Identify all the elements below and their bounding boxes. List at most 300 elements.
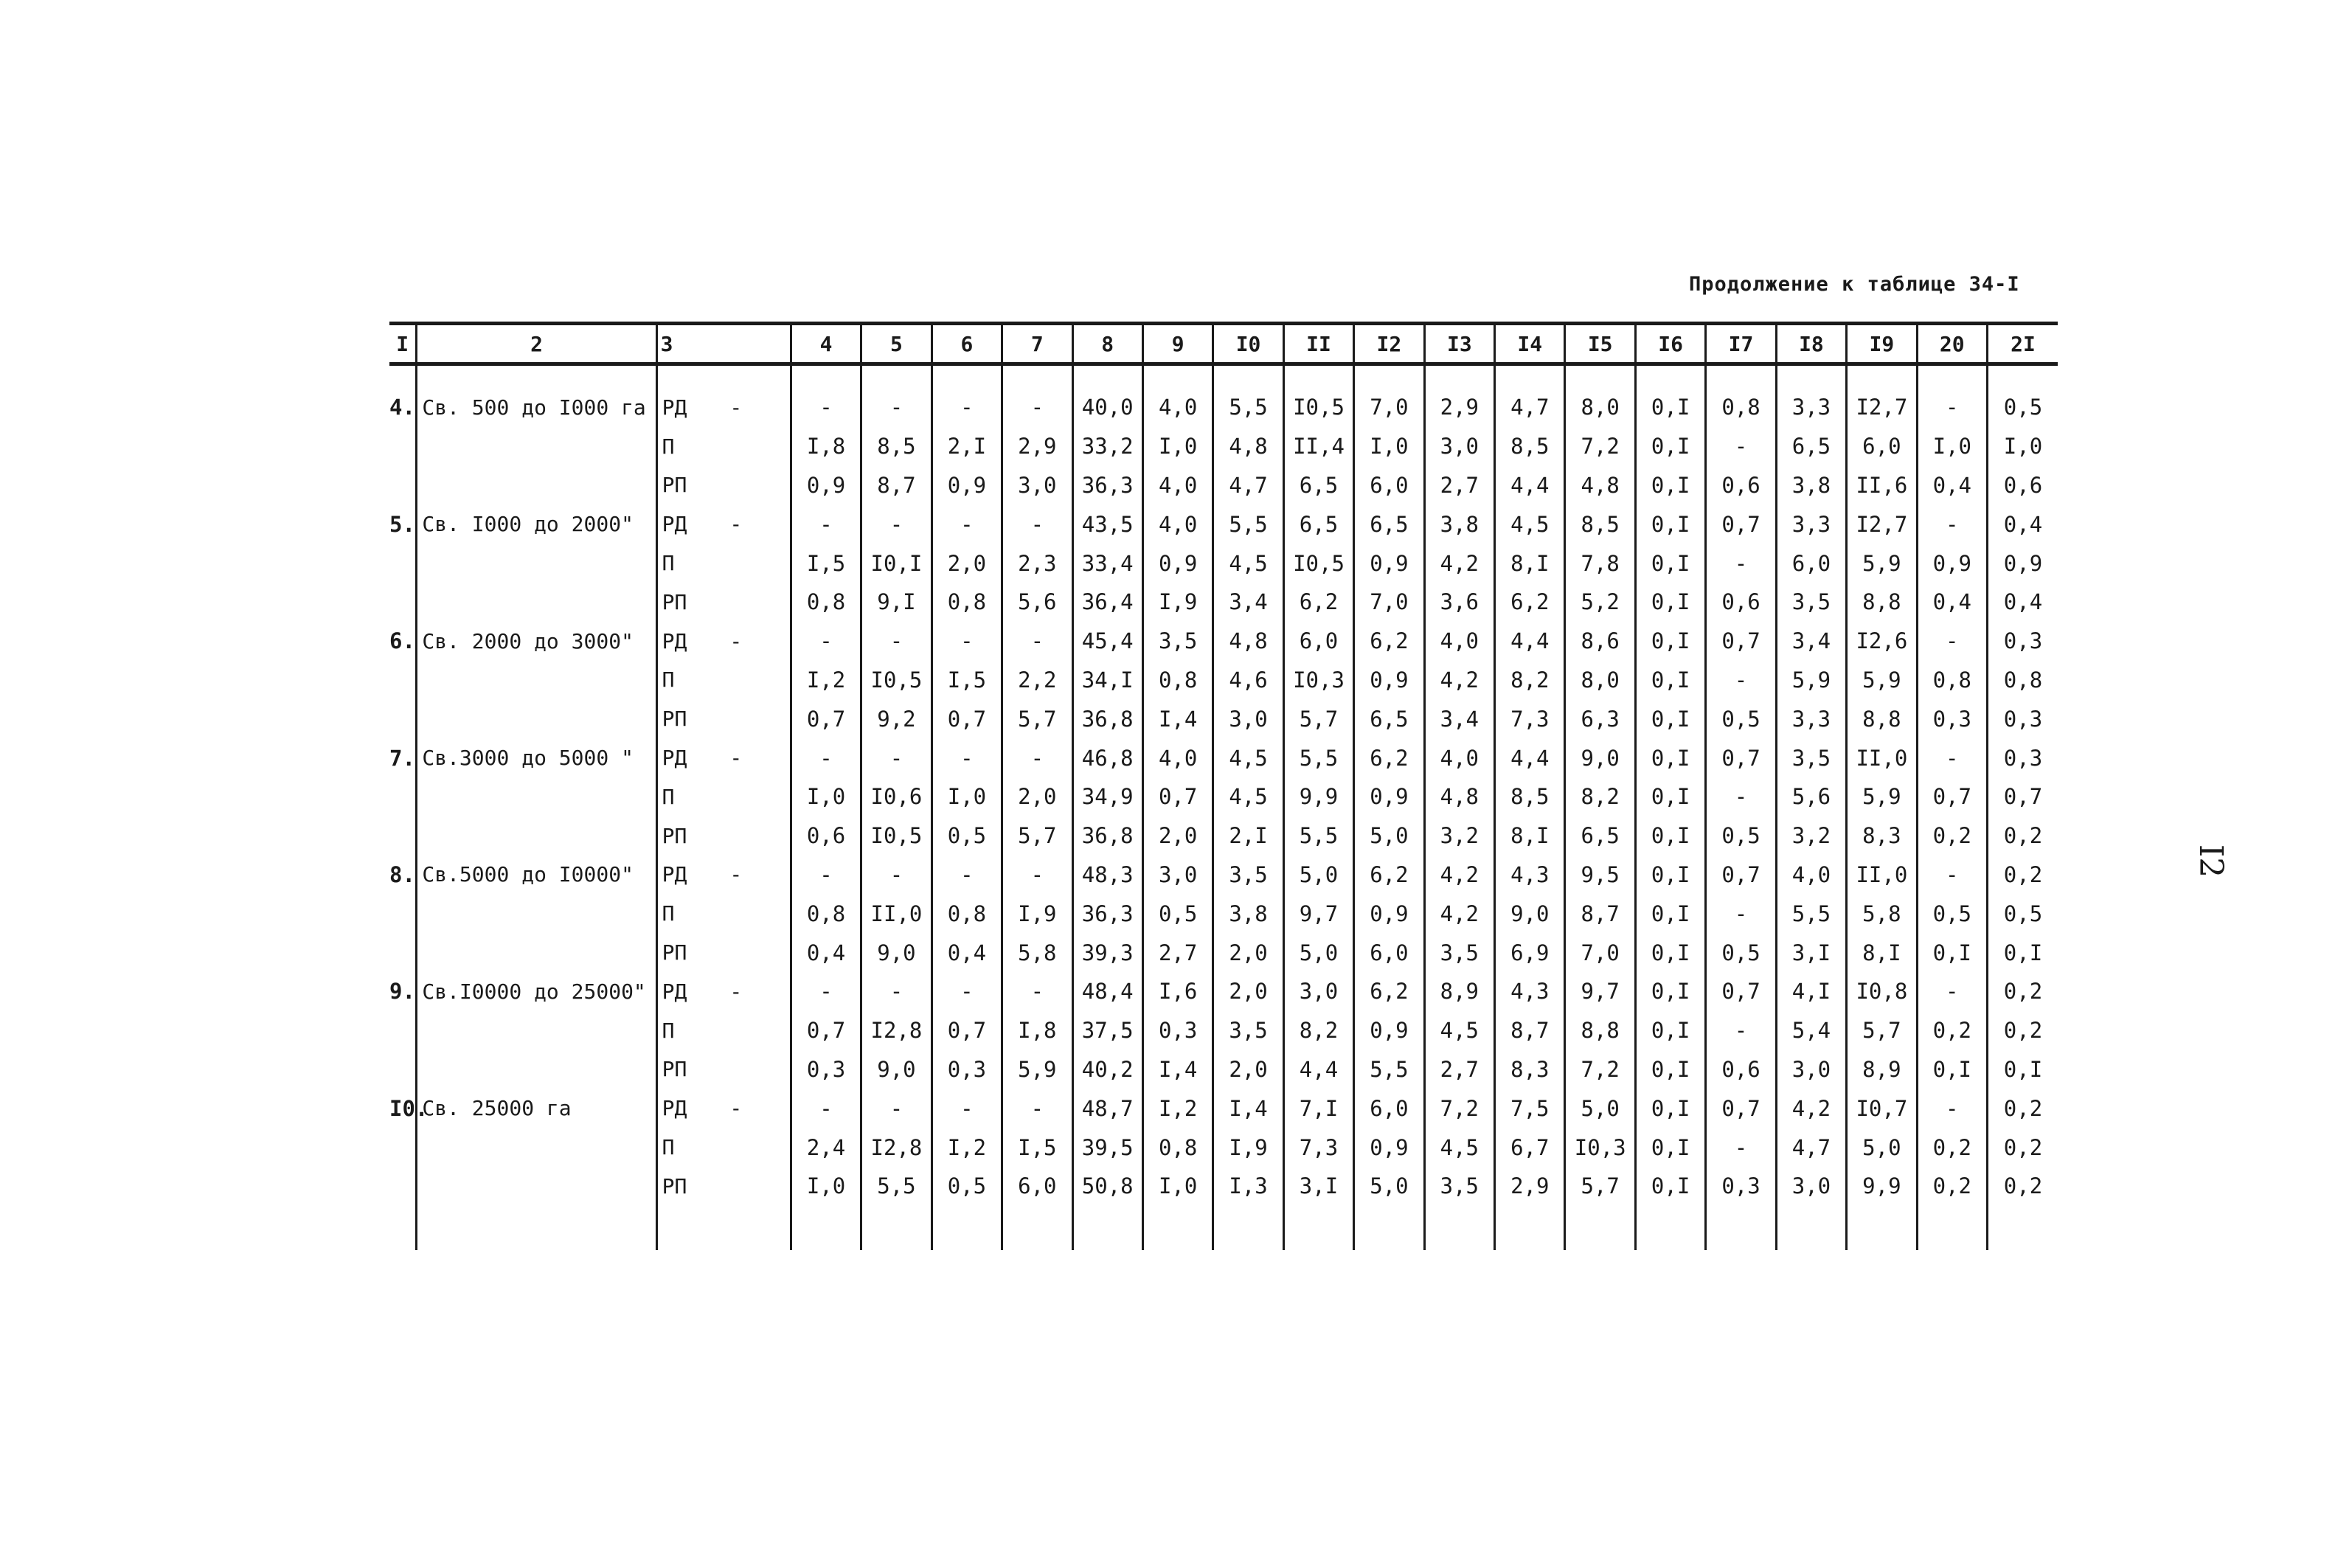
- value-cell-col-14: 4,5: [1495, 504, 1565, 544]
- row-number: [389, 933, 417, 972]
- value-cell-col-8: 46,8: [1072, 738, 1142, 777]
- area-range-label: Св. 500 до I000 га: [417, 388, 656, 427]
- value-cell-col-19: 5,9: [1847, 544, 1917, 583]
- tail-cell: [1283, 1206, 1353, 1250]
- value-cell-col-20: 0,7: [1917, 777, 1987, 816]
- column-header-4: 4: [791, 324, 861, 364]
- value-cell-col-19: I0,7: [1847, 1089, 1917, 1128]
- value-cell-col-15: 7,2: [1565, 1050, 1635, 1089]
- value-cell-col-6: 0,7: [932, 699, 1002, 738]
- value-cell-col-4: 0,8: [791, 894, 861, 933]
- value-cell-col-13: 3,5: [1424, 1167, 1494, 1206]
- value-cell-col-8: 48,4: [1072, 972, 1142, 1011]
- value-cell-col-7: -: [1002, 856, 1072, 895]
- value-cell-col-8: 36,4: [1072, 583, 1142, 622]
- row-number: [389, 583, 417, 622]
- value-cell-col-12: 7,0: [1354, 388, 1424, 427]
- spacer-cell: [1424, 364, 1494, 389]
- value-cell-col-14: 8,I: [1495, 816, 1565, 856]
- value-cell-col-10: 3,4: [1213, 583, 1283, 622]
- value-cell-col-5: 9,2: [861, 699, 932, 738]
- value-cell-col-15: 8,2: [1565, 777, 1635, 816]
- value-cell-col-6: I,2: [932, 1128, 1002, 1167]
- value-cell-col-10: I,3: [1213, 1167, 1283, 1206]
- value-cell-col-21: 0,2: [1988, 1128, 2058, 1167]
- value-cell-col-13: 3,0: [1424, 427, 1494, 466]
- type-code: П: [662, 667, 675, 693]
- spacer-cell: [1776, 364, 1846, 389]
- value-cell-col-16: 0,I: [1635, 816, 1705, 856]
- value-cell-col-17: 0,3: [1706, 1167, 1776, 1206]
- value-cell-col-9: I,0: [1142, 1167, 1213, 1206]
- value-cell-col-4: -: [791, 622, 861, 661]
- table-row: [389, 661, 2058, 700]
- area-range-label: [417, 661, 656, 700]
- type-code: РД: [662, 746, 687, 771]
- value-cell-col-14: 8,I: [1495, 544, 1565, 583]
- value-cell-col-13: 4,0: [1424, 622, 1494, 661]
- tail-cell: [791, 1206, 861, 1250]
- value-cell-col-18: 3,0: [1776, 1050, 1846, 1089]
- type-code: П: [662, 434, 675, 459]
- type-cell: [656, 1128, 791, 1167]
- type-cell: [656, 777, 791, 816]
- type-code: П: [662, 784, 675, 809]
- value-cell-col-12: I,0: [1354, 427, 1424, 466]
- value-cell-col-19: II,6: [1847, 466, 1917, 505]
- value-cell-col-4: -: [791, 504, 861, 544]
- value-cell-col-18: 3,5: [1776, 583, 1846, 622]
- spacer-cell: [1917, 364, 1987, 389]
- value-cell-col-8: 43,5: [1072, 504, 1142, 544]
- value-cell-col-16: 0,I: [1635, 777, 1705, 816]
- row-number: 8.: [389, 861, 415, 887]
- value-cell-col-14: 2,9: [1495, 1167, 1565, 1206]
- value-cell-col-12: 5,5: [1354, 1050, 1424, 1089]
- value-cell-col-12: 0,9: [1354, 544, 1424, 583]
- column-header-17: I7: [1706, 324, 1776, 364]
- value-cell-col-10: 3,8: [1213, 894, 1283, 933]
- value-cell-col-6: 0,5: [932, 816, 1002, 856]
- value-cell-col-20: 0,2: [1917, 1167, 1987, 1206]
- value-cell-col-17: 0,5: [1706, 933, 1776, 972]
- value-cell-col-17: 0,6: [1706, 466, 1776, 505]
- value-cell-col-13: 3,6: [1424, 583, 1494, 622]
- value-cell-col-5: I0,5: [861, 661, 932, 700]
- tail-cell: [1988, 1206, 2058, 1250]
- value-cell-col-12: 6,2: [1354, 622, 1424, 661]
- area-range-label: [417, 583, 656, 622]
- row-number: [389, 466, 417, 505]
- value-cell-col-19: II,0: [1847, 738, 1917, 777]
- column-header-9: 9: [1142, 324, 1213, 364]
- value-cell-col-20: -: [1917, 388, 1987, 427]
- type-code: РД: [662, 979, 687, 1004]
- value-cell-col-6: 0,5: [932, 1167, 1002, 1206]
- type-code: П: [662, 1135, 675, 1160]
- value-cell-col-17: 0,5: [1706, 699, 1776, 738]
- type-cell: [656, 388, 791, 427]
- value-cell-col-11: 9,7: [1283, 894, 1353, 933]
- value-cell-col-10: 2,I: [1213, 816, 1283, 856]
- table-row: [389, 972, 2058, 1011]
- column-header-2: 2: [417, 324, 656, 364]
- value-cell-col-19: 8,I: [1847, 933, 1917, 972]
- value-cell-col-6: 2,I: [932, 427, 1002, 466]
- value-cell-col-11: 7,3: [1283, 1128, 1353, 1167]
- value-cell-col-4: 0,9: [791, 466, 861, 505]
- table-row: [389, 1167, 2058, 1206]
- value-cell-col-6: 0,9: [932, 466, 1002, 505]
- value-cell-col-7: 5,7: [1002, 816, 1072, 856]
- row-number: [389, 699, 417, 738]
- value-cell-col-12: 7,0: [1354, 583, 1424, 622]
- value-cell-col-8: 50,8: [1072, 1167, 1142, 1206]
- value-cell-col-19: 8,8: [1847, 699, 1917, 738]
- column-header-8: 8: [1072, 324, 1142, 364]
- value-cell-col-20: -: [1917, 972, 1987, 1011]
- value-cell-col-10: 3,5: [1213, 856, 1283, 895]
- value-cell-col-19: 8,8: [1847, 583, 1917, 622]
- value-cell-col-8: 39,3: [1072, 933, 1142, 972]
- type-cell: [656, 544, 791, 583]
- type-code: РП: [662, 823, 687, 848]
- tail-cell: [1072, 1206, 1142, 1250]
- value-cell-col-15: 6,3: [1565, 699, 1635, 738]
- area-range-label: [417, 1167, 656, 1206]
- tail-cell: [417, 1206, 656, 1250]
- value-cell-col-9: 4,0: [1142, 504, 1213, 544]
- type-dash: -: [729, 746, 743, 771]
- value-cell-col-16: 0,I: [1635, 544, 1705, 583]
- tail-cell: [1424, 1206, 1494, 1250]
- value-cell-col-8: 40,0: [1072, 388, 1142, 427]
- value-cell-col-12: 6,2: [1354, 972, 1424, 1011]
- column-header-18: I8: [1776, 324, 1846, 364]
- value-cell-col-17: -: [1706, 544, 1776, 583]
- value-cell-col-9: I,4: [1142, 699, 1213, 738]
- type-dash: -: [729, 395, 743, 420]
- column-header-12: I2: [1354, 324, 1424, 364]
- value-cell-col-7: I,5: [1002, 1128, 1072, 1167]
- type-cell: [656, 816, 791, 856]
- value-cell-col-19: 5,9: [1847, 661, 1917, 700]
- value-cell-col-20: -: [1917, 856, 1987, 895]
- value-cell-col-9: I,9: [1142, 583, 1213, 622]
- value-cell-col-8: 34,I: [1072, 661, 1142, 700]
- spacer-cell: [1565, 364, 1635, 389]
- value-cell-col-15: 7,8: [1565, 544, 1635, 583]
- value-cell-col-18: 3,5: [1776, 738, 1846, 777]
- value-cell-col-11: 8,2: [1283, 1011, 1353, 1050]
- value-cell-col-20: 0,I: [1917, 1050, 1987, 1089]
- value-cell-col-13: 4,5: [1424, 1011, 1494, 1050]
- value-cell-col-16: 0,I: [1635, 1089, 1705, 1128]
- value-cell-col-20: -: [1917, 1089, 1987, 1128]
- value-cell-col-13: 2,7: [1424, 466, 1494, 505]
- value-cell-col-8: 36,3: [1072, 466, 1142, 505]
- row-number: I0.: [389, 1095, 429, 1121]
- area-range-label: Св.5000 до I0000": [417, 856, 656, 895]
- value-cell-col-16: 0,I: [1635, 972, 1705, 1011]
- column-header-13: I3: [1424, 324, 1494, 364]
- value-cell-col-21: 0,2: [1988, 816, 2058, 856]
- value-cell-col-10: 4,8: [1213, 622, 1283, 661]
- value-cell-col-5: I0,5: [861, 816, 932, 856]
- area-range-label: Св. 2000 до 3000": [417, 622, 656, 661]
- value-cell-col-20: 0,2: [1917, 1128, 1987, 1167]
- value-cell-col-15: 9,0: [1565, 738, 1635, 777]
- value-cell-col-10: 2,0: [1213, 972, 1283, 1011]
- value-cell-col-18: 4,0: [1776, 856, 1846, 895]
- value-cell-col-5: 9,I: [861, 583, 932, 622]
- value-cell-col-10: 4,5: [1213, 738, 1283, 777]
- value-cell-col-5: I2,8: [861, 1011, 932, 1050]
- value-cell-col-10: 4,7: [1213, 466, 1283, 505]
- value-cell-col-14: 6,9: [1495, 933, 1565, 972]
- value-cell-col-20: 0,4: [1917, 466, 1987, 505]
- value-cell-col-17: -: [1706, 777, 1776, 816]
- table-row: [389, 1050, 2058, 1089]
- row-number: 4.: [389, 395, 415, 420]
- value-cell-col-18: 6,0: [1776, 544, 1846, 583]
- value-cell-col-15: 4,8: [1565, 466, 1635, 505]
- value-cell-col-11: 3,I: [1283, 1167, 1353, 1206]
- value-cell-col-15: 9,5: [1565, 856, 1635, 895]
- spacer-cell: [1354, 364, 1424, 389]
- value-cell-col-16: 0,I: [1635, 699, 1705, 738]
- column-header-14: I4: [1495, 324, 1565, 364]
- value-cell-col-17: 0,7: [1706, 504, 1776, 544]
- table-row: [389, 504, 2058, 544]
- value-cell-col-20: 0,3: [1917, 699, 1987, 738]
- value-cell-col-12: 0,9: [1354, 1128, 1424, 1167]
- value-cell-col-20: 0,9: [1917, 544, 1987, 583]
- value-cell-col-19: 9,9: [1847, 1167, 1917, 1206]
- value-cell-col-16: 0,I: [1635, 856, 1705, 895]
- value-cell-col-15: 8,0: [1565, 661, 1635, 700]
- tail-cell: [1635, 1206, 1705, 1250]
- type-cell: [656, 1089, 791, 1128]
- value-cell-col-13: 3,5: [1424, 933, 1494, 972]
- value-cell-col-8: 36,8: [1072, 699, 1142, 738]
- row-number: [389, 1050, 417, 1089]
- value-cell-col-8: 34,9: [1072, 777, 1142, 816]
- value-cell-col-9: 0,8: [1142, 1128, 1213, 1167]
- value-cell-col-19: 6,0: [1847, 427, 1917, 466]
- type-code: П: [662, 551, 675, 576]
- value-cell-col-5: -: [861, 856, 932, 895]
- value-cell-col-9: 0,7: [1142, 777, 1213, 816]
- value-cell-col-17: 0,5: [1706, 816, 1776, 856]
- value-cell-col-9: 4,0: [1142, 466, 1213, 505]
- value-cell-col-12: 0,9: [1354, 894, 1424, 933]
- area-range-label: [417, 1011, 656, 1050]
- value-cell-col-13: 4,0: [1424, 738, 1494, 777]
- row-number: [389, 427, 417, 466]
- table-row: [389, 777, 2058, 816]
- value-cell-col-6: -: [932, 738, 1002, 777]
- value-cell-col-4: 0,7: [791, 699, 861, 738]
- value-cell-col-10: I,4: [1213, 1089, 1283, 1128]
- value-cell-col-12: 6,5: [1354, 504, 1424, 544]
- value-cell-col-16: 0,I: [1635, 1128, 1705, 1167]
- table-row: [389, 622, 2058, 661]
- value-cell-col-19: 8,3: [1847, 816, 1917, 856]
- value-cell-col-12: 0,9: [1354, 777, 1424, 816]
- value-cell-col-15: 5,0: [1565, 1089, 1635, 1128]
- value-cell-col-12: 6,2: [1354, 738, 1424, 777]
- area-range-label: [417, 466, 656, 505]
- value-cell-col-18: 5,6: [1776, 777, 1846, 816]
- value-cell-col-15: 8,7: [1565, 894, 1635, 933]
- value-cell-col-16: 0,I: [1635, 1011, 1705, 1050]
- value-cell-col-6: -: [932, 504, 1002, 544]
- value-cell-col-14: 9,0: [1495, 894, 1565, 933]
- value-cell-col-18: 3,4: [1776, 622, 1846, 661]
- value-cell-col-11: 5,7: [1283, 699, 1353, 738]
- value-cell-col-21: 0,I: [1988, 933, 2058, 972]
- value-cell-col-12: 5,0: [1354, 816, 1424, 856]
- type-code: РП: [662, 1057, 687, 1082]
- value-cell-col-6: 0,3: [932, 1050, 1002, 1089]
- value-cell-col-19: I2,6: [1847, 622, 1917, 661]
- value-cell-col-21: 0,8: [1988, 661, 2058, 700]
- value-cell-col-6: I,0: [932, 777, 1002, 816]
- spacer-row: [389, 364, 2058, 389]
- type-code: РП: [662, 940, 687, 965]
- spacer-cell: [791, 364, 861, 389]
- value-cell-col-12: 0,9: [1354, 661, 1424, 700]
- value-cell-col-4: -: [791, 1089, 861, 1128]
- table-row: [389, 1128, 2058, 1167]
- value-cell-col-15: I0,3: [1565, 1128, 1635, 1167]
- value-cell-col-5: -: [861, 1089, 932, 1128]
- area-range-label: Св. I000 до 2000": [417, 504, 656, 544]
- row-number: 5.: [389, 511, 415, 537]
- value-cell-col-21: 0,2: [1988, 972, 2058, 1011]
- value-cell-col-7: 2,2: [1002, 661, 1072, 700]
- type-cell: [656, 894, 791, 933]
- value-cell-col-7: 3,0: [1002, 466, 1072, 505]
- value-cell-col-18: 5,4: [1776, 1011, 1846, 1050]
- value-cell-col-21: 0,5: [1988, 894, 2058, 933]
- value-cell-col-14: 8,5: [1495, 427, 1565, 466]
- value-cell-col-14: 4,4: [1495, 466, 1565, 505]
- value-cell-col-11: 6,2: [1283, 583, 1353, 622]
- value-cell-col-6: 2,0: [932, 544, 1002, 583]
- value-cell-col-14: 4,3: [1495, 972, 1565, 1011]
- value-cell-col-8: 39,5: [1072, 1128, 1142, 1167]
- value-cell-col-10: 4,8: [1213, 427, 1283, 466]
- value-cell-col-11: 5,0: [1283, 856, 1353, 895]
- column-header-3: 3: [656, 324, 791, 364]
- value-cell-col-13: 4,2: [1424, 661, 1494, 700]
- type-cell: [656, 622, 791, 661]
- type-code: П: [662, 901, 675, 926]
- area-range-label: [417, 544, 656, 583]
- value-cell-col-7: 5,9: [1002, 1050, 1072, 1089]
- value-cell-col-18: 6,5: [1776, 427, 1846, 466]
- table-row: [389, 894, 2058, 933]
- tail-cell: [1354, 1206, 1424, 1250]
- value-cell-col-13: 2,9: [1424, 388, 1494, 427]
- value-cell-col-8: 36,3: [1072, 894, 1142, 933]
- value-cell-col-16: 0,I: [1635, 427, 1705, 466]
- value-cell-col-21: 0,2: [1988, 856, 2058, 895]
- value-cell-col-16: 0,I: [1635, 1167, 1705, 1206]
- value-cell-col-19: I0,8: [1847, 972, 1917, 1011]
- value-cell-col-10: 4,5: [1213, 544, 1283, 583]
- value-cell-col-4: 0,4: [791, 933, 861, 972]
- column-header-15: I5: [1565, 324, 1635, 364]
- value-cell-col-5: -: [861, 972, 932, 1011]
- type-cell: [656, 738, 791, 777]
- value-cell-col-18: 3,3: [1776, 504, 1846, 544]
- value-cell-col-21: 0,2: [1988, 1011, 2058, 1050]
- value-cell-col-21: 0,5: [1988, 388, 2058, 427]
- value-cell-col-11: 7,I: [1283, 1089, 1353, 1128]
- value-cell-col-21: 0,9: [1988, 544, 2058, 583]
- value-cell-col-8: 45,4: [1072, 622, 1142, 661]
- tail-cell: [1142, 1206, 1213, 1250]
- value-cell-col-18: 5,9: [1776, 661, 1846, 700]
- value-cell-col-9: I,4: [1142, 1050, 1213, 1089]
- value-cell-col-17: 0,6: [1706, 583, 1776, 622]
- value-cell-col-11: 5,0: [1283, 933, 1353, 972]
- value-cell-col-9: I,0: [1142, 427, 1213, 466]
- value-cell-col-21: 0,2: [1988, 1167, 2058, 1206]
- value-cell-col-13: 4,5: [1424, 1128, 1494, 1167]
- value-cell-col-11: 5,5: [1283, 816, 1353, 856]
- value-cell-col-16: 0,I: [1635, 933, 1705, 972]
- area-range-label: [417, 894, 656, 933]
- type-code: РД: [662, 395, 687, 420]
- value-cell-col-8: 48,3: [1072, 856, 1142, 895]
- value-cell-col-16: 0,I: [1635, 504, 1705, 544]
- tail-cell: [932, 1206, 1002, 1250]
- data-table-wrapper: [389, 322, 2058, 1255]
- type-cell: [656, 972, 791, 1011]
- type-code: РП: [662, 707, 687, 732]
- value-cell-col-14: 4,7: [1495, 388, 1565, 427]
- value-cell-col-8: 48,7: [1072, 1089, 1142, 1128]
- value-cell-col-8: 33,4: [1072, 544, 1142, 583]
- spacer-cell: [656, 364, 791, 389]
- type-cell: [656, 856, 791, 895]
- value-cell-col-9: 0,5: [1142, 894, 1213, 933]
- value-cell-col-14: 8,3: [1495, 1050, 1565, 1089]
- value-cell-col-6: -: [932, 622, 1002, 661]
- tail-cell: [1213, 1206, 1283, 1250]
- type-code: РП: [662, 473, 687, 498]
- column-header-11: II: [1283, 324, 1353, 364]
- value-cell-col-21: 0,I: [1988, 1050, 2058, 1089]
- value-cell-col-11: I0,5: [1283, 544, 1353, 583]
- value-cell-col-9: 0,8: [1142, 661, 1213, 700]
- area-range-label: [417, 933, 656, 972]
- value-cell-col-17: -: [1706, 661, 1776, 700]
- value-cell-col-14: 6,2: [1495, 583, 1565, 622]
- tail-cell: [1917, 1206, 1987, 1250]
- value-cell-col-8: 40,2: [1072, 1050, 1142, 1089]
- table-row: [389, 816, 2058, 856]
- spacer-cell: [1002, 364, 1072, 389]
- value-cell-col-19: I2,7: [1847, 388, 1917, 427]
- spacer-cell: [1495, 364, 1565, 389]
- spacer-cell: [1847, 364, 1917, 389]
- column-header-1: I: [389, 324, 417, 364]
